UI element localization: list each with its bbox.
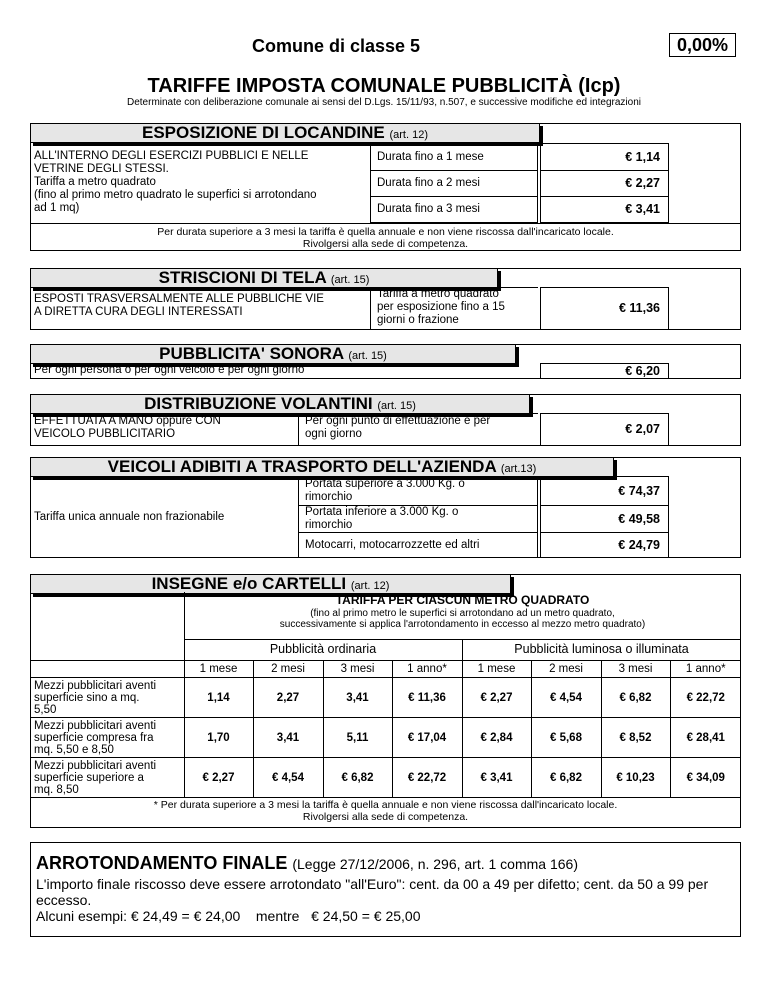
volantini-price: € 2,07: [540, 413, 669, 446]
locandine-header: ESPOSIZIONE DI LOCANDINE (art. 12): [30, 123, 540, 143]
veicoli-desc: Tariffa unica annuale non frazionabile: [34, 511, 225, 523]
col-header: 1 anno*: [392, 661, 462, 678]
cell-value: € 22,72: [392, 758, 462, 798]
col-header: 1 anno*: [670, 661, 741, 678]
locandine-row-3-price: € 3,41: [540, 196, 669, 223]
cell-value: 1,70: [184, 718, 253, 758]
arrotondamento-text: L'importo finale riscosso deve essere arrotondato "all'Euro": cent. da 00 a 49 per difetto; cent. da 50 a 99 per eccesso. Alcuni esempi: € 24,49 = € 24,00 mentre € 24,50 = € 25,00: [36, 876, 709, 924]
striscioni-price: € 11,36: [540, 287, 669, 330]
striscioni-label: Tariffa a metro quadrato per esposizione fino a 15 giorni o frazione: [370, 287, 538, 330]
veicoli-row-1-label: Portata superiore a 3.000 Kg. o rimorchio: [298, 476, 538, 506]
rate-box: 0,00%: [669, 33, 736, 57]
col-header: 3 mesi: [323, 661, 392, 678]
locandine-row-1-price: € 1,14: [540, 143, 669, 171]
insegne-corner: [30, 661, 184, 678]
striscioni-header: STRISCIONI DI TELA (art. 15): [30, 268, 498, 288]
cell-value: € 2,27: [184, 758, 253, 798]
veicoli-header: VEICOLI ADIBITI A TRASPORTO DELL'AZIENDA (art.13): [30, 457, 614, 477]
cell-value: 5,11: [323, 718, 392, 758]
locandine-row-1-label: Durata fino a 1 mese: [370, 143, 538, 171]
cell-value: 3,41: [253, 718, 323, 758]
locandine-row-3-label: Durata fino a 3 mesi: [370, 196, 538, 223]
veicoli-row-3-price: € 24,79: [540, 532, 669, 558]
cell-value: € 4,54: [253, 758, 323, 798]
veicoli-row-2-label: Portata inferiore a 3.000 Kg. o rimorchio: [298, 505, 538, 533]
locandine-note: Per durata superiore a 3 mesi la tariffa è quella annuale e non viene riscossa dall'incaricato locale. Rivolgersi alla sede di competenza.: [30, 223, 741, 250]
cell-value: € 8,52: [601, 718, 670, 758]
comune-label: Comune di classe 5: [252, 36, 421, 56]
sonora-price: € 6,20: [540, 363, 669, 379]
cell-value: € 2,84: [462, 718, 531, 758]
locandine-row-2-label: Durata fino a 2 mesi: [370, 170, 538, 197]
page-subtitle: Determinate con deliberazione comunale ai sensi del D.Lgs. 15/11/93, n.507, e successive modifiche ed integrazioni: [126, 97, 641, 108]
cell-value: 1,14: [184, 678, 253, 718]
volantini-header: DISTRIBUZIONE VOLANTINI (art. 15): [30, 394, 530, 414]
cell-value: € 11,36: [392, 678, 462, 718]
insegne-group-divider-mid: [462, 640, 463, 660]
table-row: [30, 758, 741, 798]
cell-value: € 6,82: [531, 758, 601, 798]
cell-value: € 6,82: [601, 678, 670, 718]
insegne-sub1: TARIFFA PER CIASCUN METRO QUADRATO: [335, 593, 590, 607]
sonora-desc: Per ogni persona o per ogni veicolo e per ogni giorno: [34, 364, 305, 376]
table-row: [30, 678, 741, 718]
col-header: 3 mesi: [601, 661, 670, 678]
insegne-group-luminosa: Pubblicità luminosa o illuminata: [514, 642, 689, 656]
col-header: 2 mesi: [253, 661, 323, 678]
cell-value: € 22,72: [670, 678, 741, 718]
striscioni-desc: ESPOSTI TRASVERSALMENTE ALLE PUBBLICHE VIE A DIRETTA CURA DEGLI INTERESSATI: [34, 293, 324, 318]
insegne-sub-frame: [184, 592, 741, 640]
cell-value: 3,41: [323, 678, 392, 718]
cell-value: 2,27: [253, 678, 323, 718]
cell-value: € 2,27: [462, 678, 531, 718]
table-row: [30, 718, 741, 758]
cell-value: € 6,82: [323, 758, 392, 798]
veicoli-row-3-label: Motocarri, motocarrozzette ed altri: [298, 532, 538, 558]
locandine-desc: ALL'INTERNO DEGLI ESERCIZI PUBBLICI E NELLE VETRINE DEGLI STESSI. Tariffa a metro quadrato (fino al primo metro quadrato le superfici si arrotondano ad 1 mq): [34, 150, 317, 214]
cell-value: € 17,04: [392, 718, 462, 758]
insegne-note: * Per durata superiore a 3 mesi la tariffa è quella annuale e non viene riscossa dall'incaricato locale. Rivolgersi alla sede di competenza.: [153, 799, 618, 823]
col-header: 1 mese: [184, 661, 253, 678]
insegne-col-headers: [30, 661, 741, 678]
veicoli-row-1-price: € 74,37: [540, 476, 669, 506]
row-label: Mezzi pubblicitari aventi superficie sino a mq. 5,50: [30, 678, 184, 718]
insegne-group-divider: [184, 640, 185, 660]
row-label: Mezzi pubblicitari aventi superficie compresa fra mq. 5,50 e 8,50: [30, 718, 184, 758]
arrotondamento-title: ARROTONDAMENTO FINALE (Legge 27/12/2006, n. 296, art. 1 comma 166): [36, 853, 578, 873]
cell-value: € 5,68: [531, 718, 601, 758]
insegne-sub2: (fino al primo metro le superfici si arrotondano ad un metro quadrato, successivamente si applica l'arrotondamento in eccesso al mezzo metro quadrato): [279, 608, 646, 630]
cell-value: € 34,09: [670, 758, 741, 798]
volantini-label: Per ogni punto di effettuazione e per ogni giorno: [298, 413, 538, 446]
sonora-header: PUBBLICITA' SONORA (art. 15): [30, 344, 516, 364]
locandine-row-2-price: € 2,27: [540, 170, 669, 197]
col-header: 1 mese: [462, 661, 531, 678]
row-label: Mezzi pubblicitari aventi superficie superiore a mq. 8,50: [30, 758, 184, 798]
insegne-header: INSEGNE e/o CARTELLI (art. 12): [30, 574, 511, 594]
insegne-table: [30, 660, 741, 798]
page-title: TARIFFE IMPOSTA COMUNALE PUBBLICITÀ (Icp): [147, 75, 621, 97]
volantini-desc: EFFETTUATA A MANO oppure CON VEICOLO PUBBLICITARIO: [34, 415, 221, 440]
cell-value: € 3,41: [462, 758, 531, 798]
cell-value: € 4,54: [531, 678, 601, 718]
insegne-group-ordinaria: Pubblicità ordinaria: [269, 642, 377, 656]
col-header: 2 mesi: [531, 661, 601, 678]
cell-value: € 10,23: [601, 758, 670, 798]
veicoli-row-2-price: € 49,58: [540, 505, 669, 533]
cell-value: € 28,41: [670, 718, 741, 758]
